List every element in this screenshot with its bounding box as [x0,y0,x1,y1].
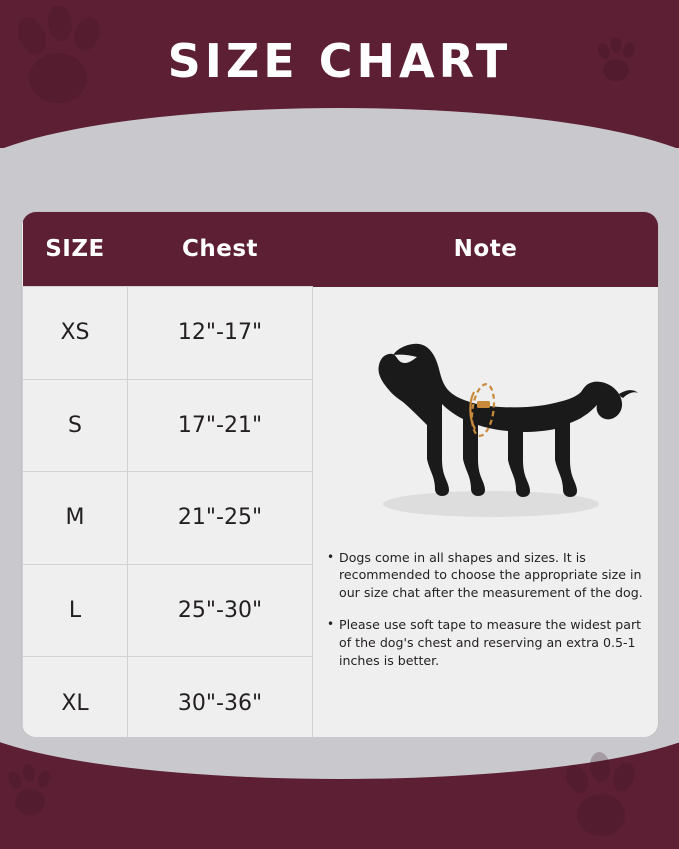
bullet-icon: • [327,549,335,564]
size-chart-table [22,212,658,737]
column-header-size: SIZE [23,212,128,287]
cell-size: M [23,472,128,565]
note-text: Dogs come in all shapes and sizes. It is recommended to choose the appropriate size in our size chat after the measurement of the dog. [339,549,643,601]
size-chart-card [22,212,658,737]
table-header-row [23,212,659,287]
header-banner [0,0,679,148]
note-list-item [327,549,645,603]
cell-chest: 12"-17" [128,287,313,380]
note-text: Please use soft tape to measure the widest part of the dog's chest and reserving an extra 0.5-1 inches is better. [339,617,642,668]
note-cell [313,287,659,738]
notes-list [327,549,645,670]
paw-print-icon [562,751,648,843]
cell-chest: 30"-36" [128,657,313,737]
cell-size: XS [23,287,128,380]
dog-chest-measurement-diagram [327,297,645,547]
bullet-icon: • [327,617,335,632]
table-row [23,287,659,380]
cell-chest: 25"-30" [128,564,313,657]
cell-chest: 21"-25" [128,472,313,565]
column-header-chest: Chest [128,212,313,287]
cell-size: S [23,379,128,472]
paw-print-icon [6,763,58,819]
page-title: SIZE CHART [167,34,512,88]
note-list-item [327,616,645,670]
cell-chest: 17"-21" [128,379,313,472]
column-header-note: Note [313,212,659,287]
cell-size: XL [23,657,128,737]
cell-size: L [23,564,128,657]
footer-banner [0,737,679,849]
